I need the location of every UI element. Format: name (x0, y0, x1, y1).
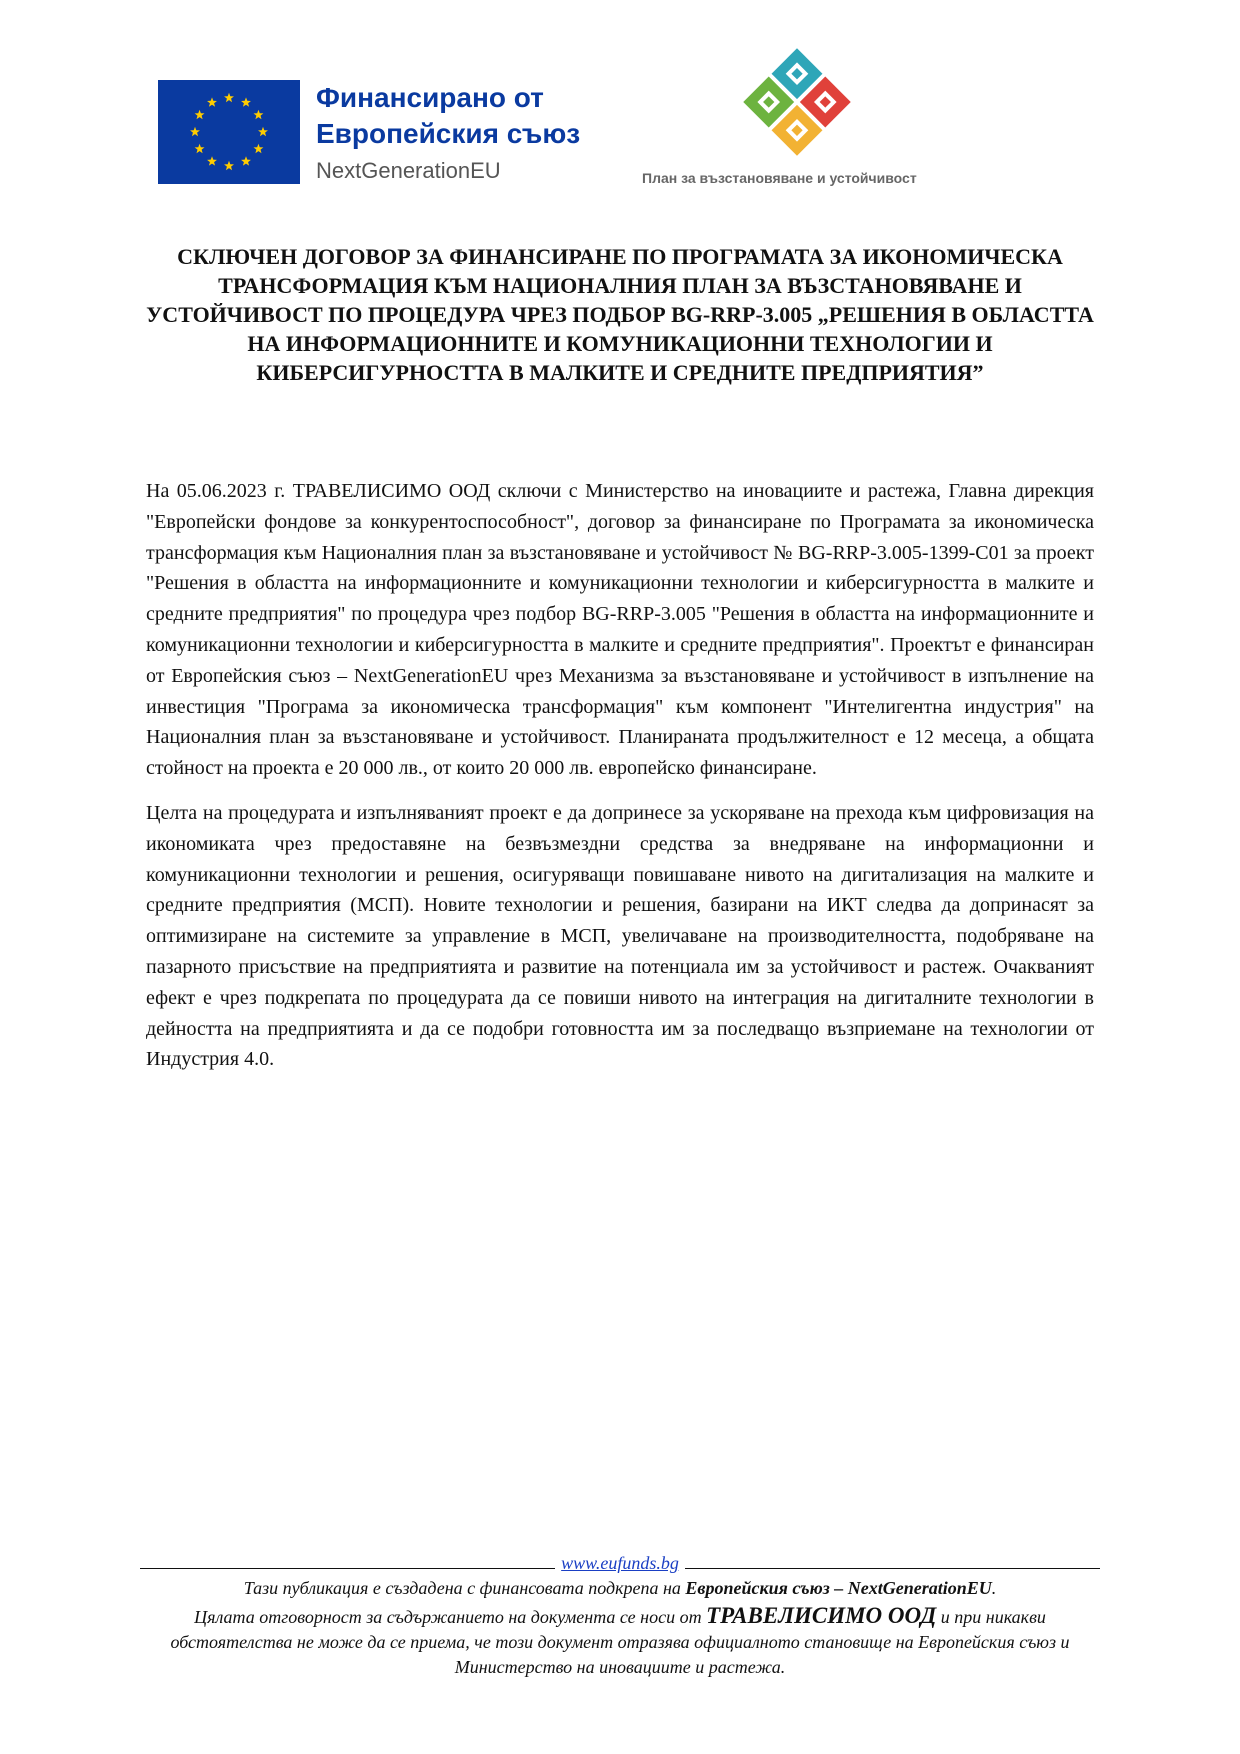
recovery-plan-logo (736, 42, 858, 162)
eu-star-icon (254, 110, 264, 119)
footer-eu-name: Европейския съюз – NextGenerationEU (685, 1578, 992, 1598)
eu-star-icon (258, 127, 268, 136)
eu-star-icon (207, 97, 217, 106)
page-footer (140, 1552, 1100, 1680)
eu-star-icon (195, 110, 205, 119)
footer-note-text: Тази публикация е създадена с финансовата подкрепа на (243, 1578, 686, 1598)
paragraph-goal: Целта на процедурата и изпълняваният проект е да допринесе за ускоряване на прехода към цифровизация на икономиката чрез предоставяне на безвъзмездни средства за внедряване на информационни и комуникационни технологии и решения, осигуряващи повишаване нивото на дигитализация на малките и средните предприятия (МСП). Новите технологии и решения, базирани на ИКТ следва да допринасят за оптимизиране на системите за управление в МСП, увеличаване на производителността, подобряване на пазарното присъствие на предприятията и развитие на потенциала им за устойчивост и растеж. Очакваният ефект е чрез подкрепата по процедурата да се повиши нивото на интеграция на дигиталните технологии в дейността на предприятията и да се подобри готовността им за последващо възприемане на технологии от Индустрия 4.0. (146, 801, 1094, 1071)
recovery-plan-caption: План за възстановяване и устойчивост (642, 170, 917, 186)
eu-star-icon (254, 144, 264, 153)
eu-star-icon (190, 127, 200, 136)
footer-disclaimer-rest: и при никакви обстоятелства не може да се приема, че този документ отразява официалното становище на Европейския съюз и Министерство на иновациите и растежа. (170, 1607, 1070, 1677)
eu-star-icon (207, 156, 217, 165)
eu-star-icon (195, 144, 205, 153)
footer-support-note (140, 1576, 1100, 1601)
footer-disclaimer-start: Цялата отговорност за съдържанието на документа се носи от (194, 1607, 707, 1627)
eu-line-union: Европейския съюз (316, 118, 581, 149)
eu-star-icon (241, 156, 251, 165)
footer-note-end: . (991, 1578, 997, 1598)
eu-star-icon (224, 161, 234, 170)
footer-dash-right (685, 1557, 1100, 1569)
footer-dash-left (140, 1557, 555, 1569)
page-header (150, 70, 1090, 200)
eu-line-funded: Финансирано от (316, 82, 544, 113)
footer-company-name: ТРАВЕЛИСИМО ООД (706, 1603, 937, 1628)
document-title: СКЛЮЧЕН ДОГОВОР ЗА ФИНАНСИРАНЕ ПО ПРОГРАМАТА ЗА ИКОНОМИЧЕСКА ТРАНСФОРМАЦИЯ КЪМ НАЦИОНАЛНИЯ ПЛАН ЗА ВЪЗСТАНОВЯВАНЕ И УСТОЙЧИВОСТ ПО ПРОЦЕДУРА ЧРЕЗ ПОДБОР BG-RRP-3.005 „РЕШЕНИЯ В ОБЛАСТТА НА ИНФОРМАЦИОННИТЕ И КОМУНИКАЦИОННИ ТЕХНОЛОГИИ И КИБЕРСИГУРНОСТТА В МАЛКИТЕ И СРЕДНИТЕ ПРЕДПРИЯТИЯ” (146, 244, 1094, 385)
footer-disclaimer (140, 1603, 1100, 1680)
footer-separator (140, 1552, 1100, 1574)
document-body (146, 476, 1094, 1089)
paragraph-contract: На 05.06.2023 г. ТРАВЕЛИСИМО ООД сключи с Министерство на иновациите и растежа, Главна дирекция "Европейски фондове за конкурентоспособност", договор за финансиране по Програмата за икономическа трансформация към Националния план за възстановяване и устойчивост № BG-RRP-3.005-1399-C01 за проект "Решения в областта на информационните и комуникационни технологии и киберсигурността в малките и средните предприятия" по процедура чрез подбор BG-RRP-3.005 "Решения в областта на информационните и комуникационни технологии и киберсигурността в малките и средните предприятия". Проектът е финансиран от Европейския съюз – NextGenerationEU чрез Механизма за възстановяване и устойчивост в изпълнение на инвестиция "Програма за икономическа трансформация" към компонент "Интелигентна индустрия" на Националния план за възстановяване и устойчивост. Планираната продължителност е 12 месеца, а общата стойност на проекта е 20 000 лв., от които 20 000 лв. европейско финансиране. (146, 480, 1094, 780)
eufunds-link[interactable]: www.eufunds.bg (561, 1553, 679, 1573)
eu-star-icon (224, 93, 234, 102)
eu-funding-label (316, 80, 580, 188)
eu-flag-logo (158, 80, 300, 184)
eu-star-icon (241, 97, 251, 106)
eu-line-nextgen: NextGenerationEU (316, 158, 501, 183)
